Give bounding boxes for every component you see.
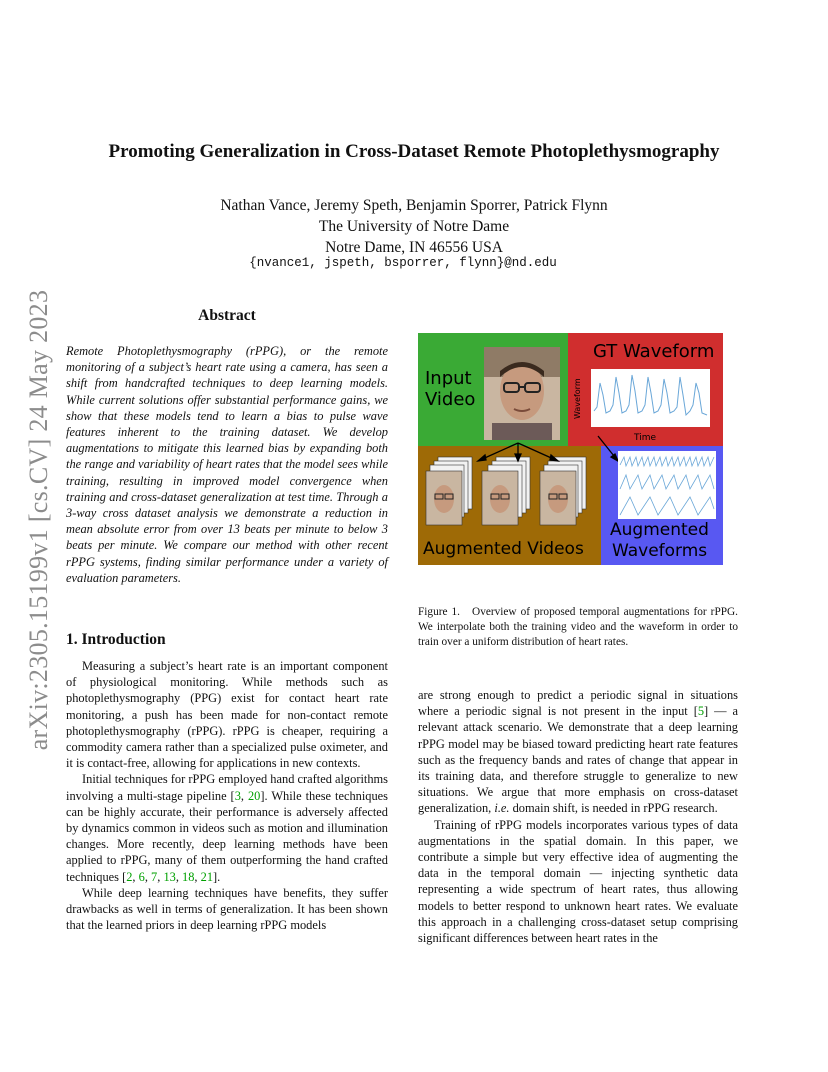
figure-caption [418, 605, 738, 650]
citation-link[interactable]: 20 [247, 788, 261, 803]
citation-link[interactable]: 6 [138, 869, 145, 884]
gt-waveform-title: GT Waveform [593, 341, 715, 362]
face-image [484, 347, 560, 440]
author-emails: {nvance1, jspeth, bsporrer, flynn}@nd.edu [249, 256, 557, 270]
input-video-label-2: Video [425, 389, 476, 410]
introduction-heading: 1. Introduction [66, 631, 166, 648]
citation-link[interactable]: 7 [151, 869, 158, 884]
left-column-body [66, 658, 388, 933]
intro-paragraph-4: are strong enough to predict a periodic signal in situations where a periodic signal is not present in the input [5] — a relevant attack scenario. We demonstrate that a deep learning rPPG model may be biased toward predicting heart rate features such as the frequency bands and rates of change that appear in its training data, and therefore struggle to generalize to new situations. We argue that more emphasis on cross-dataset generalization, i.e. domain shift, is needed in rPPG research. [418, 688, 738, 816]
arxiv-sidebar [22, 270, 56, 770]
figure-label: Figure 1. [418, 606, 460, 618]
abstract-text: Remote Photoplethysmography (rPPG), or the remote monitoring of a subject’s heart rate using a camera, has seen a shift from handcrafted techniques to deep learning models. While current solutions offer substantial performance gains, we show that these models tend to learn a bias to pulse wave features inherent to the training dataset. We develop augmentations to mitigate this learned bias by expanding both the range and variability of heart rates that the model sees while training, resulting in improved model convergence when training and cross-dataset generalization at test time. Through a 3-way cross dataset analysis we demonstrate a reduction in mean absolute error from over 13 beats per minute to below 3 beats per minute. We compare our method with other recent rPPG systems, finding similar performance under a variety of evaluation parameters. [66, 344, 388, 585]
citation-link[interactable]: 18 [182, 869, 195, 884]
intro-paragraph-3: While deep learning techniques have benefits, they suffer drawbacks as well in terms of generalization. It has been shown that the learned priors in deep learning rPPG models [66, 885, 388, 933]
citation-link[interactable]: 3 [234, 788, 241, 803]
citation-link[interactable]: 5 [697, 704, 705, 719]
intro-paragraph-1: Measuring a subject’s heart rate is an important component of physiological monitoring. While methods such as photoplethysmography (PPG) exist for contact heart rate monitoring, a push has been made for non-contact remote photoplethysmography (rPPG). rPPG is cheaper, requiring a commodity camera rather than a specialized pulse oximeter, and it is contact-free, allowing for applications in new contexts. [66, 659, 388, 771]
right-column-body [418, 687, 738, 946]
augmented-waveforms-label-1: Augmented [610, 520, 709, 540]
input-video-label-1: Input [425, 368, 472, 389]
author-block [0, 195, 828, 258]
abstract-heading: Abstract [198, 307, 256, 324]
address: Notre Dame, IN 46556 USA [325, 239, 503, 256]
time-axis-label: Time [634, 433, 657, 443]
citation-link[interactable]: 2 [126, 869, 133, 884]
figure-1-diagram [418, 333, 723, 565]
author-names: Nathan Vance, Jeremy Speth, Benjamin Sporrer, Patrick Flynn [220, 197, 608, 214]
arxiv-identifier: arXiv:2305.15199v1 [cs.CV] 24 May 2023 [24, 289, 53, 751]
paper-title: Promoting Generalization in Cross-Dataset Remote Photoplethysmography [108, 141, 720, 162]
intro-paragraph-5: Training of rPPG models incorporates various types of data augmentations in the spatial domain. In this paper, we contribute a simple but very effective idea of augmenting the data in the temporal domain — injecting synthetic data representing a wide spectrum of heart rates, thus allowing models to better respond to unknown heart rates. We evaluate this approach in a challenging cross-dataset setup comprising significant differences between heart rates in the [418, 817, 738, 946]
affiliation: The University of Notre Dame [318, 218, 510, 235]
intro-paragraph-2: Initial techniques for rPPG employed hand crafted algorithms involving a multi-stage pipeline [3, 20]. While these techniques can be highly accurate, their performance is adversely affected by dynamics common in videos such as motion and illumination changes. More recently, deep learning methods have been applied to rPPG, many of them outperforming the hand crafted techniques [2, 6, 7, 13, 18, 21]. [66, 772, 388, 884]
frame-stack [426, 457, 586, 525]
waveform-axis-label: Waveform [573, 378, 582, 419]
caption-text: Overview of proposed temporal augmentations for rPPG. We interpolate both the training video and the waveform in order to train over a uniform distribution of heart rates. [418, 606, 738, 648]
figure-1 [418, 333, 723, 565]
citation-link[interactable]: 13 [163, 869, 176, 884]
gt-waveform-plot [591, 369, 710, 427]
citation-link[interactable]: 21 [200, 869, 214, 884]
augmented-videos-label: Augmented Videos [423, 539, 584, 559]
augmented-waveforms-label-2: Waveforms [612, 541, 708, 561]
